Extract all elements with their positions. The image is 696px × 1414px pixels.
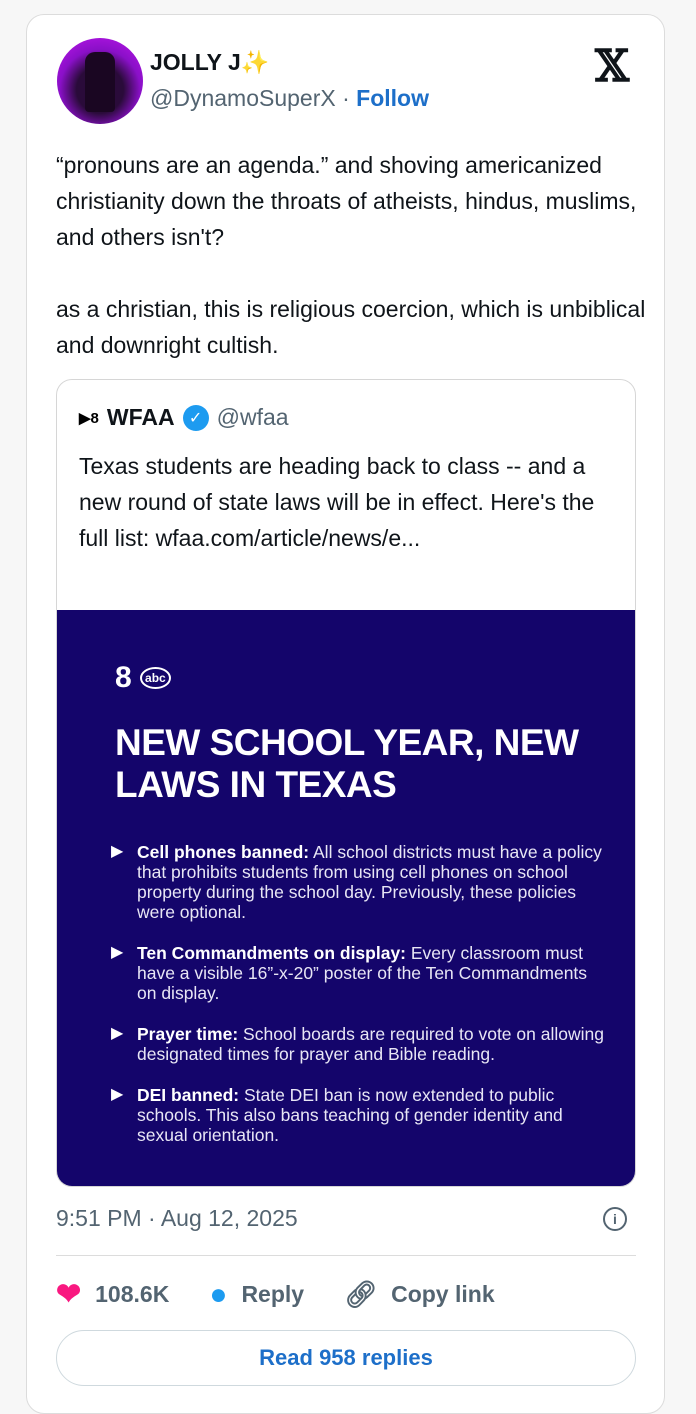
reply-button[interactable] xyxy=(209,1278,304,1312)
logo-abc: abc xyxy=(140,667,171,689)
law-list xyxy=(111,842,611,1166)
like-button[interactable] xyxy=(56,1277,169,1312)
tweet-card xyxy=(26,14,665,1414)
x-logo-icon[interactable]: 𝕏 xyxy=(595,41,630,92)
logo-8: 8 xyxy=(115,661,132,695)
wfaa-8-abc-logo xyxy=(115,660,171,695)
law-title: DEI banned: xyxy=(137,1085,240,1105)
heart-icon: ❤ xyxy=(56,1278,82,1311)
quoted-image[interactable] xyxy=(57,610,636,1187)
timestamp[interactable]: 9:51 PM · Aug 12, 2025 xyxy=(56,1205,298,1231)
like-count: 108.6K xyxy=(95,1281,170,1307)
divider xyxy=(56,1255,636,1256)
law-title: Cell phones banned: xyxy=(137,842,310,862)
quoted-author-name: WFAA xyxy=(106,404,175,430)
copy-link-button[interactable] xyxy=(344,1279,495,1310)
author-handle[interactable]: @DynamoSuperX xyxy=(150,85,336,111)
reply-label: Reply xyxy=(241,1281,305,1307)
avatar[interactable] xyxy=(57,38,143,124)
quoted-tweet-text: Texas students are heading back to class -- and a new round of state laws will be in effect. Here's the full list: wfaa.com/article/news/e... xyxy=(79,453,595,551)
verified-badge-icon: ✓ xyxy=(183,405,209,431)
law-title: Ten Commandments on display: xyxy=(137,943,407,963)
info-icon[interactable]: i xyxy=(603,1207,627,1231)
author-name[interactable] xyxy=(150,49,269,76)
author-handle-line xyxy=(150,85,429,112)
separator: · xyxy=(335,85,357,111)
author-name-text: JOLLY J xyxy=(150,49,241,75)
quoted-author-handle: @wfaa xyxy=(216,404,289,430)
tweet-text: “pronouns are an agenda.” and shoving americanized christianity down the throats of atheists, hindus, muslims, and others isn't? as a christian, this is religious coercion, which is unbiblical and downright cultish. xyxy=(56,152,646,358)
image-headline: NEW SCHOOL YEAR, NEW LAWS IN TEXAS xyxy=(115,722,579,805)
law-text: School boards are required to vote on allowing designated times for prayer and Bible reading. xyxy=(137,1024,604,1064)
follow-button[interactable]: Follow xyxy=(356,85,429,111)
law-item xyxy=(111,1085,611,1145)
law-text: All school districts must have a policy that prohibits students from using cell phones on school property during the school day. Previously, these policies were optional. xyxy=(137,842,602,922)
action-bar xyxy=(56,1277,535,1312)
quoted-tweet[interactable] xyxy=(56,379,636,1187)
law-title: Prayer time: xyxy=(137,1024,239,1044)
law-text: State DEI ban is now extended to public schools. This also bans teaching of gender identity and sexual orientation. xyxy=(137,1085,563,1145)
reply-bubble-icon: ● xyxy=(209,1277,228,1311)
link-icon: 🔗︎ xyxy=(344,1279,378,1309)
law-item xyxy=(111,943,611,1003)
copy-link-label: Copy link xyxy=(391,1281,495,1307)
wfaa-logo-icon: ▶8 xyxy=(79,409,99,427)
law-item xyxy=(111,1024,611,1064)
quoted-tweet-header xyxy=(79,404,289,431)
law-text: Every classroom must have a visible 16”-x-20” poster of the Ten Commandments on display. xyxy=(137,943,588,1003)
law-item xyxy=(111,842,611,922)
sparkles-icon: ✨ xyxy=(240,49,270,75)
read-replies-button[interactable]: Read 958 replies xyxy=(56,1330,636,1386)
